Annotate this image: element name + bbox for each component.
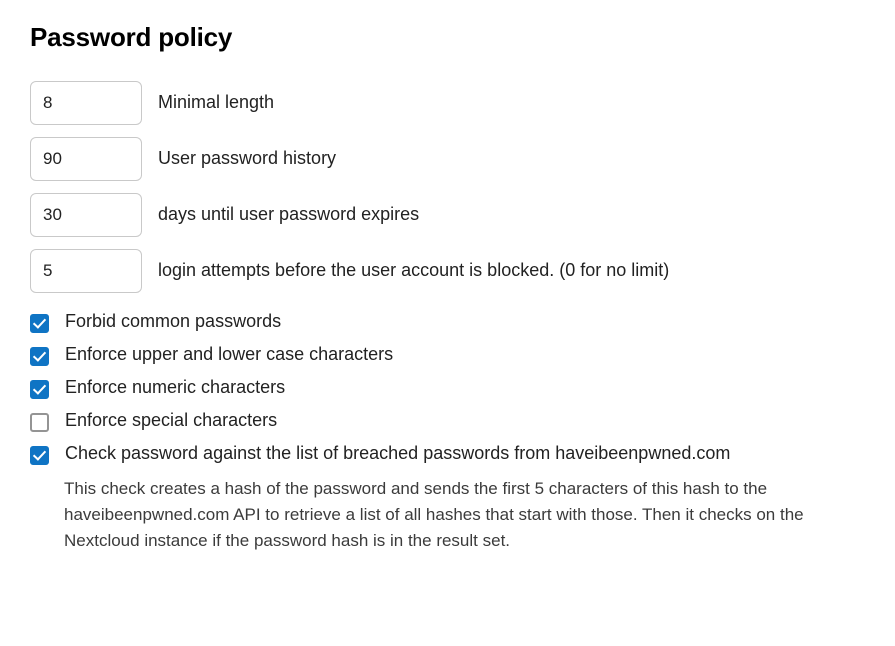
user-password-history-label: User password history bbox=[158, 148, 337, 169]
checkbox-icon-check-breached[interactable] bbox=[30, 446, 49, 465]
checkbox-row-forbid-common-passwords[interactable] bbox=[30, 311, 865, 333]
numeric-settings-group bbox=[30, 81, 865, 293]
checkbox-icon-forbid-common-passwords[interactable] bbox=[30, 314, 49, 333]
page-title: Password policy bbox=[30, 22, 233, 52]
field-row-password-history bbox=[30, 137, 865, 181]
checkbox-label-check-breached: Check password against the list of breached passwords from haveibeenpwned.com bbox=[65, 443, 731, 463]
login-attempts-input[interactable] bbox=[30, 249, 142, 293]
checkbox-row-check-breached[interactable] bbox=[30, 443, 865, 465]
checkbox-label-enforce-case: Enforce upper and lower case characters bbox=[65, 344, 394, 364]
password-expiry-days-input[interactable] bbox=[30, 193, 142, 237]
checkbox-row-enforce-case[interactable] bbox=[30, 344, 865, 366]
checkbox-label-enforce-special: Enforce special characters bbox=[65, 410, 278, 430]
user-password-history-input[interactable] bbox=[30, 137, 142, 181]
field-row-password-expiry bbox=[30, 193, 865, 237]
password-expiry-days-label: days until user password expires bbox=[158, 204, 420, 225]
minimal-length-label: Minimal length bbox=[158, 92, 275, 113]
field-row-login-attempts bbox=[30, 249, 865, 293]
checkbox-row-enforce-numeric[interactable] bbox=[30, 377, 865, 399]
field-row-minimal-length bbox=[30, 81, 865, 125]
breached-passwords-help-text: This check creates a hash of the password and sends the first 5 characters of this hash to the haveibeenpwned.com API to retrieve a list of all hashes that start with those. Then it checks on the Nextcloud instance if the password hash is in the result set. bbox=[64, 479, 804, 550]
checkbox-icon-enforce-numeric[interactable] bbox=[30, 380, 49, 399]
minimal-length-input[interactable] bbox=[30, 81, 142, 125]
checkbox-label-forbid-common-passwords: Forbid common passwords bbox=[65, 311, 282, 331]
checkbox-icon-enforce-case[interactable] bbox=[30, 347, 49, 366]
checkbox-icon-enforce-special[interactable] bbox=[30, 413, 49, 432]
checkbox-settings-group bbox=[30, 311, 865, 553]
checkbox-row-enforce-special[interactable] bbox=[30, 410, 865, 432]
login-attempts-label: login attempts before the user account is blocked. (0 for no limit) bbox=[158, 260, 670, 281]
checkbox-label-enforce-numeric: Enforce numeric characters bbox=[65, 377, 286, 397]
